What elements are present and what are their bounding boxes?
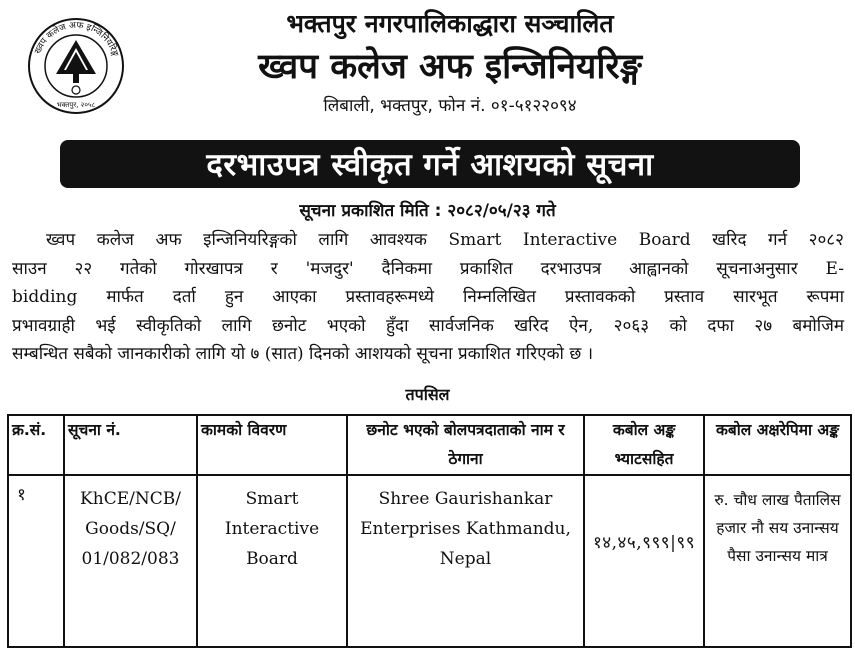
publish-date: सूचना प्रकाशित मिति : २०८२/०५/२३ गते xyxy=(299,201,556,221)
cell-bidder: Shree Gaurishankar Enterprises Kathmandu, Nepal xyxy=(347,475,584,647)
cell-sn: १ xyxy=(8,475,64,647)
cell-notice-no: KhCE/NCB/ Goods/SQ/ 01/082/083 xyxy=(64,475,197,647)
award-table xyxy=(7,414,852,648)
org-line: भक्तपुर नगरपालिकाद्धारा सञ्चालित xyxy=(286,9,614,38)
notice-title: दरभाउपत्र स्वीकृत गर्ने आशयको सूचना xyxy=(206,147,654,183)
body-line: ख्वप कलेज अफ इन्जिनियरिङ्गको लागि आवश्यक Smart Interactive Board खरिद गर्न २०८२ xyxy=(46,230,844,250)
logo-year-text: भक्तपुर, २०५८ xyxy=(56,101,96,109)
header-sn: क्र.सं. xyxy=(8,415,64,475)
cell-amount-words: रु. चौध लाख पैतालिस हजार नौ सय उनान्सय पैसा उनान्सय मात्र xyxy=(704,475,851,647)
body-line: सम्बन्धित सबैको जानकारीको लागि यो ७ (सात) दिनको आशयको सूचना प्रकाशित गरिएको छ । xyxy=(12,344,594,365)
notice-body xyxy=(12,226,844,369)
body-line: प्रभावग्राही भई स्वीकृतिको लागि छनोट भएको हुँदा सार्वजनिक खरिद ऐन, २०६३ को दफा २७ बमोजिम xyxy=(12,315,844,336)
table-header-row xyxy=(8,415,851,475)
letterhead xyxy=(130,8,770,118)
header-notice-no: सूचना नं. xyxy=(64,415,197,475)
cell-work-desc: Smart Interactive Board xyxy=(197,475,347,647)
college-address: लिबाली, भक्तपुर, फोन नं. ०१-५१२२०९४ xyxy=(323,96,577,116)
header-bidder: छनोट भएको बोलपत्रदाताको नाम र ठेगाना xyxy=(347,415,584,475)
header-amount: कबोल अङ्क भ्याटसहित xyxy=(584,415,704,475)
body-line: bidding मार्फत दर्ता हुन आएका प्रस्तावहरूमध्ये निम्नलिखित प्रस्तावकको प्रस्ताव सारभूत रूपमा xyxy=(12,287,844,308)
logo-ring-text: ख्वप कलेज अफ इन्जिनियरिङ्ग xyxy=(33,20,120,58)
details-heading: तपसिल xyxy=(405,385,450,404)
notice-banner xyxy=(60,140,800,188)
table-row xyxy=(8,475,851,647)
college-name: ख्वप कलेज अफ इन्जिनियरिङ्ग xyxy=(258,47,642,87)
body-line: साउन २२ गतेको गोरखापत्र र 'मजदुर' दैनिकमा प्रकाशित दरभाउपत्र आह्वानको सूचनाअनुसार E- xyxy=(12,258,844,279)
college-emblem-icon xyxy=(26,16,126,116)
header-amount-words: कबोल अक्षरेपिमा अङ्क xyxy=(704,415,851,475)
cell-amount: १४,४५,९९९|९९ xyxy=(584,475,704,647)
header-work-desc: कामको विवरण xyxy=(197,415,347,475)
